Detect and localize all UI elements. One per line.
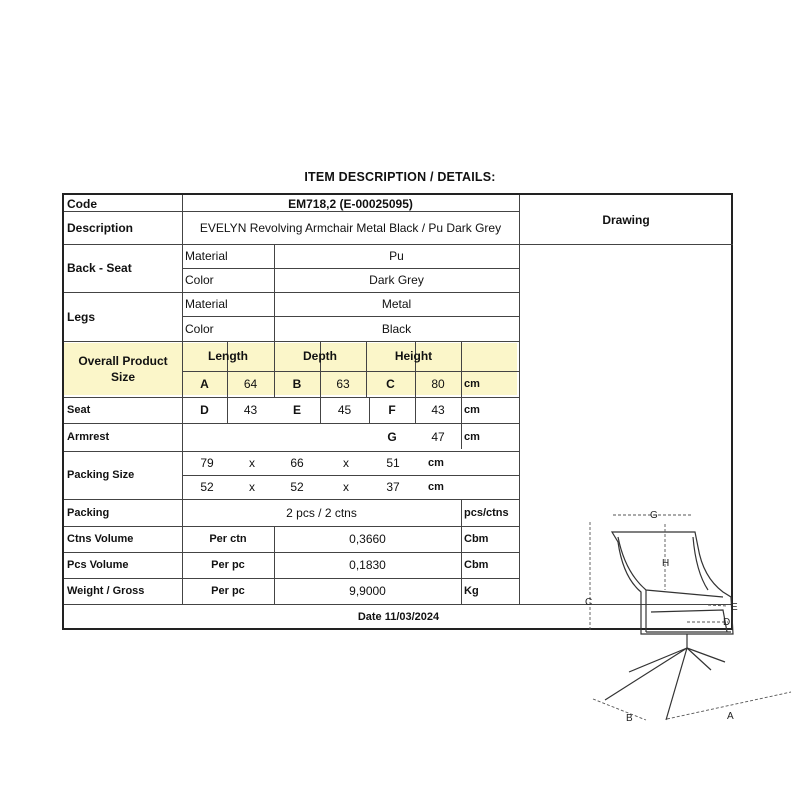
letter-e: E	[292, 403, 301, 417]
ctns-volume-per: Per ctn	[209, 533, 247, 545]
sheet-title: ITEM DESCRIPTION / DETAILS:	[304, 170, 496, 184]
value-b: 63	[336, 377, 350, 391]
code-value: EM718,2 (E-00025095)	[288, 196, 413, 211]
packing-row-2-width: 52	[290, 480, 304, 494]
drawing-letter-c: C	[585, 597, 593, 608]
armrest-label: Armrest	[67, 431, 110, 443]
unit-cm-seat: cm	[464, 404, 480, 416]
description-value: EVELYN Revolving Armchair Metal Black / Pu Dark Grey	[199, 220, 502, 235]
pcs-volume-per: Per pc	[211, 559, 245, 571]
legs-label: Legs	[67, 309, 96, 324]
packing-row-1-height: 51	[386, 456, 400, 470]
date-footer: Date 11/03/2024	[357, 611, 440, 623]
packing-row-2-unit: cm	[428, 481, 444, 493]
drawing-letter-h: H	[662, 558, 670, 569]
packing-size-label: Packing Size	[67, 469, 135, 481]
weight-unit: Kg	[464, 585, 479, 597]
value-a: 64	[243, 377, 258, 391]
back-seat-color-label: Color	[185, 273, 214, 287]
back-seat-material: Pu	[389, 249, 404, 263]
packing-row-1-x2: x	[343, 456, 349, 470]
letter-d: D	[200, 403, 209, 417]
packing-row-2-x2: x	[343, 480, 349, 494]
ctns-volume-label: Ctns Volume	[67, 533, 134, 545]
chair-drawing	[583, 502, 738, 737]
letter-a: A	[200, 377, 209, 391]
packing-row-2-length: 52	[200, 480, 214, 494]
legs-color-label: Color	[185, 321, 214, 336]
ctns-volume-unit: Cbm	[464, 533, 489, 545]
unit-cm-armrest: cm	[464, 431, 480, 443]
letter-g: G	[387, 430, 397, 444]
letter-b: B	[292, 377, 302, 391]
pcs-volume-value: 0,1830	[349, 558, 386, 572]
weight-label: Weight / Gross	[67, 585, 145, 597]
drawing-letter-b: B	[626, 713, 633, 724]
drawing-letter-e: E	[731, 602, 738, 613]
overall-size-label: Overall Product Size	[78, 354, 168, 384]
value-c: 80	[431, 377, 445, 391]
packing-row-2-height: 37	[386, 480, 400, 494]
packing-row-1-width: 66	[290, 456, 304, 470]
packing-value: 2 pcs / 2 ctns	[286, 505, 357, 520]
drawing-label: Drawing	[602, 212, 650, 227]
height-header: Height	[394, 349, 433, 363]
value-f: 43	[431, 403, 445, 417]
description-label: Description	[67, 220, 134, 235]
legs-material-label: Material	[185, 297, 228, 311]
value-d: 43	[243, 403, 258, 417]
drawing-letter-g: G	[650, 510, 658, 521]
packing-row-2-x1: x	[249, 480, 255, 494]
letter-c: C	[386, 377, 395, 391]
drawing-letter-d: D	[723, 617, 731, 628]
length-header: Length	[208, 349, 248, 363]
value-e: 45	[337, 403, 352, 417]
value-g: 47	[431, 430, 445, 444]
packing-row-1-length: 79	[200, 456, 214, 470]
pcs-volume-label: Pcs Volume	[67, 559, 129, 571]
drawing-letter-a: A	[727, 711, 734, 722]
code-label: Code	[67, 196, 97, 211]
packing-row-1-unit: cm	[428, 457, 444, 469]
unit-cm-overall: cm	[464, 378, 480, 390]
back-seat-material-label: Material	[185, 249, 228, 263]
item-details-table	[62, 193, 738, 724]
legs-color: Black	[381, 321, 412, 336]
pcs-volume-unit: Cbm	[464, 559, 489, 571]
back-seat-label: Back - Seat	[67, 261, 132, 275]
ctns-volume-value: 0,3660	[349, 532, 386, 546]
letter-f: F	[388, 403, 396, 417]
back-seat-color: Dark Grey	[369, 273, 424, 287]
legs-material: Metal	[381, 297, 412, 311]
packing-label: Packing	[67, 506, 110, 519]
packing-row-1-x1: x	[249, 456, 255, 470]
weight-value: 9,9000	[349, 584, 386, 598]
weight-per: Per pc	[211, 585, 245, 597]
depth-header: Depth	[303, 349, 337, 363]
packing-unit: pcs/ctns	[464, 506, 509, 519]
seat-label: Seat	[67, 404, 91, 416]
